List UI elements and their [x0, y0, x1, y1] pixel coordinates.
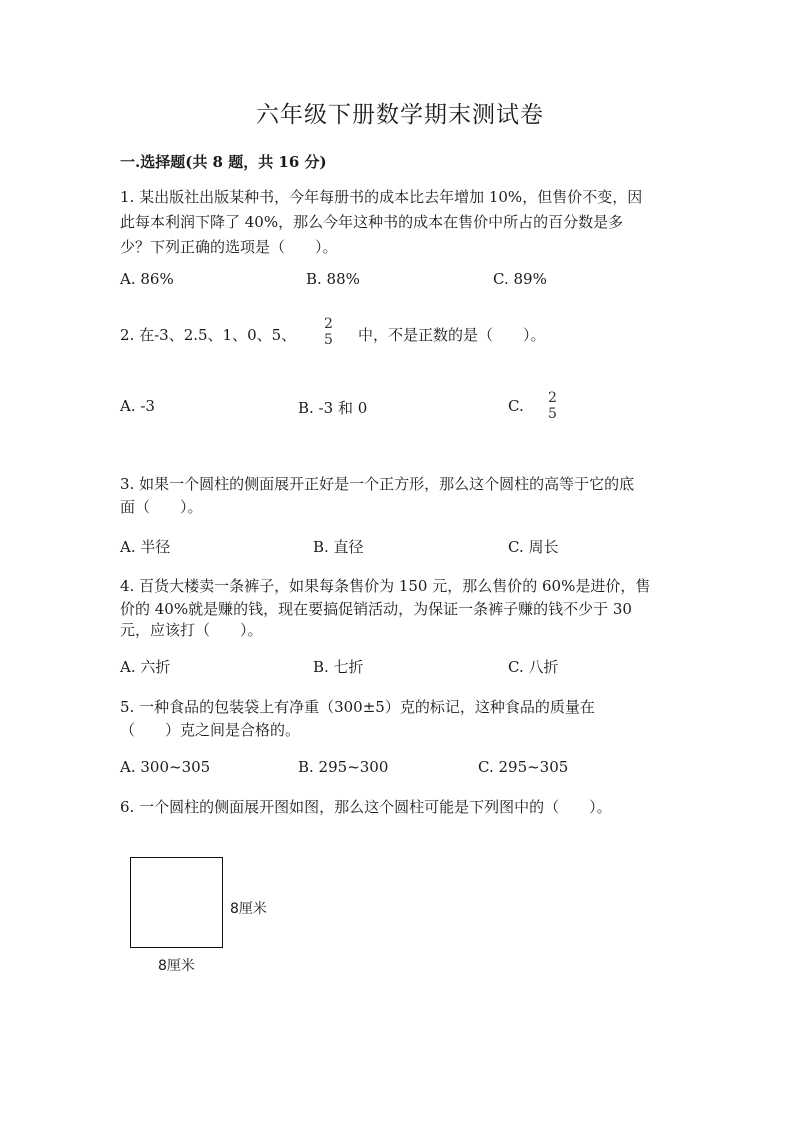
question-1-option-a: A. 86% — [120, 270, 174, 288]
unfolded-lateral-surface-square — [130, 857, 223, 948]
question-1-option-c: C. 89% — [493, 270, 547, 288]
question-2-option-c-fraction — [548, 390, 557, 422]
question-6-line-1: 6. 一个圆柱的侧面展开图如图，那么这个圆柱可能是下列图中的（ ）。 — [120, 798, 612, 816]
question-4-line-1: 4. 百货大楼卖一条裤子，如果每条售价为 150 元，那么售价的 60%是进价，售 — [120, 577, 651, 595]
question-4-line-2: 价的 40%就是赚的钱，现在要搞促销活动，为保证一条裤子赚的钱不少于 30 — [120, 600, 632, 618]
question-4-option-b: B. 七折 — [313, 658, 364, 676]
question-4-option-a: A. 六折 — [120, 658, 171, 676]
fraction-numerator: 2 — [548, 390, 557, 406]
question-2-option-b: B. -3 和 0 — [298, 399, 368, 417]
question-4-option-c: C. 八折 — [508, 658, 559, 676]
fraction-numerator: 2 — [324, 316, 333, 332]
question-5-option-a: A. 300~305 — [120, 758, 211, 776]
question-1-line-3: 少？下列正确的选项是（ ）。 — [120, 238, 338, 256]
question-3-option-c: C. 周长 — [508, 538, 559, 556]
question-5-line-1: 5. 一种食品的包装袋上有净重（300±5）克的标记，这种食品的质量在 — [120, 698, 595, 716]
square-width-label: 8厘米 — [158, 958, 195, 974]
question-3-option-a: A. 半径 — [120, 538, 171, 556]
question-1-line-1: 1. 某出版社出版某种书，今年每册书的成本比去年增加 10%，但售价不变，因 — [120, 188, 643, 206]
fraction-denominator: 5 — [324, 332, 333, 348]
question-1-line-2: 此每本利润下降了 40%，那么今年这种书的成本在售价中所占的百分数是多 — [120, 213, 624, 231]
square-height-label: 8厘米 — [230, 901, 267, 917]
question-2-option-c: C. — [508, 397, 524, 415]
section-heading: 一.选择题(共 8 题，共 16 分) — [120, 153, 327, 171]
question-2-option-a: A. -3 — [120, 397, 155, 415]
question-1-option-b: B. 88% — [306, 270, 360, 288]
question-5-option-b: B. 295~300 — [298, 758, 389, 776]
question-3-line-1: 3. 如果一个圆柱的侧面展开正好是一个正方形，那么这个圆柱的高等于它的底 — [120, 475, 635, 493]
question-2-text-before: 2. 在-3、2.5、1、0、5、 — [120, 326, 297, 344]
fraction-denominator: 5 — [548, 406, 557, 422]
question-2-fraction — [324, 316, 333, 348]
question-5-option-c: C. 295~305 — [478, 758, 569, 776]
question-3-line-2: 面（ ）。 — [120, 498, 203, 516]
page-title: 六年级下册数学期末测试卷 — [256, 102, 544, 128]
question-4-line-3: 元，应该打（ ）。 — [120, 621, 263, 639]
question-3-option-b: B. 直径 — [313, 538, 364, 556]
question-5-line-2: （ ）克之间是合格的。 — [120, 721, 301, 739]
question-2-text-after: 中，不是正数的是（ ）。 — [358, 326, 546, 344]
